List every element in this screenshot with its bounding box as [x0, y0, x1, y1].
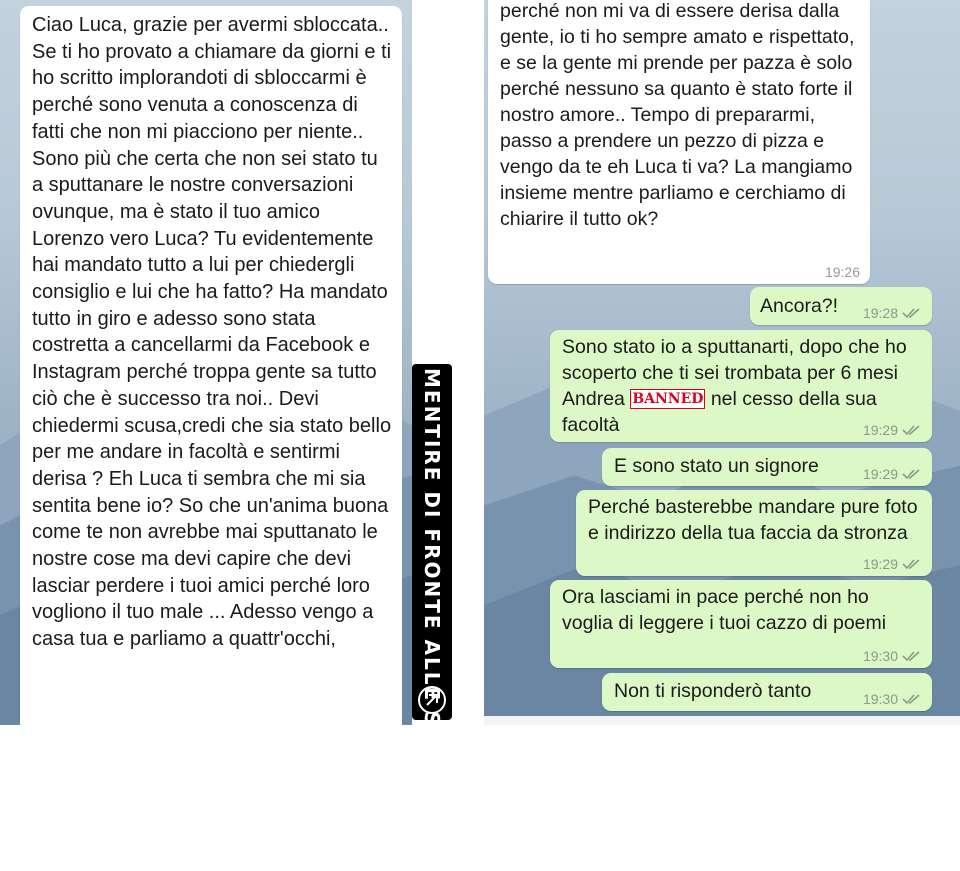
message-meta	[863, 691, 922, 707]
watermark-banner	[412, 364, 452, 871]
watermark-text: MENTIRE DI FRONTE ALLE SPUNTE BLU	[420, 368, 444, 871]
message-text: Ancora?!	[760, 295, 839, 317]
message-meta	[863, 466, 922, 482]
message-text: Ciao Luca, grazie per avermi sbloccata.. Se ti ho provato a chiamare da giorni e ti ho scritto implorandoti di sbloccarmi è perché sono venuta a conoscenza di fatti che non mi piacciono per niente.. Sono più che certa che non sei stato tu a sputtanare le nostre conversazioni ovunque, ma è stato il tuo amico Lorenzo vero Luca? Tu evidentemente hai mandato tutto a lui per chiedergli consiglio e lui che ha fatto? Ha mandato tutto in giro e adesso sono stata costretta a cancellarmi da Facebook e Instagram perché troppa gente sa tutto ciò che è successo tra noi.. Devi chiedermi scusa,credi che sia stato bello per me andare in facoltà e sentirmi derisa ? Eh Luca ti sembra che mi sia sentita bene io? So che un'anima buona come te non avrebbe mai sputtanato le nostre cose ma devi capire che devi lasciar perdere i tuoi amici perché loro vogliono il tuo male ... Adesso vengo a casa tua e parliamo a quattr'occhi,	[32, 14, 392, 651]
message-text-part: Sono stato io a sputtanarti, dopo che ho scoperto che ti sei trombata per 6 mesi Andrea	[562, 336, 907, 410]
message-time: 19:29	[862, 422, 898, 438]
message-meta	[863, 648, 922, 664]
link-icon	[418, 686, 446, 714]
outgoing-message-bubble[interactable]	[550, 580, 932, 668]
double-check-icon	[902, 307, 922, 319]
message-time: 19:28	[862, 305, 898, 321]
message-time: 19:30	[862, 648, 898, 664]
double-check-icon	[902, 693, 922, 705]
message-time: 19:26	[824, 264, 860, 280]
double-check-icon	[902, 558, 922, 570]
message-meta	[863, 305, 922, 321]
double-check-icon	[902, 424, 922, 436]
message-text: E sono stato un signore	[614, 455, 819, 477]
right-chat-panel	[484, 0, 960, 725]
outgoing-message-bubble[interactable]	[602, 673, 932, 711]
message-meta	[825, 264, 860, 280]
message-time: 19:29	[862, 556, 898, 572]
incoming-message-bubble[interactable]	[20, 6, 402, 725]
banned-stamp: BANNED	[632, 391, 704, 407]
message-text: Perché basterebbe mandare pure foto e indirizzo della tua faccia da stronza	[588, 496, 918, 544]
outgoing-message-bubble[interactable]	[576, 490, 932, 576]
incoming-message-bubble[interactable]	[488, 0, 870, 284]
double-check-icon	[902, 650, 922, 662]
double-check-icon	[902, 468, 922, 480]
message-text: Ora lasciami in pace perché non ho voglia di leggere i tuoi cazzo di poemi	[562, 586, 887, 634]
message-time: 19:29	[862, 466, 898, 482]
message-time: 19:30	[862, 691, 898, 707]
message-text: perché non mi va di essere derisa dalla gente, io ti ho sempre amato e rispettato, e se la gente mi prende per pazza è solo perché nessuno sa quanto è stato forte il nostro amore.. Tempo di prepararmi, passo a prendere un pezzo di pizza e vengo da te eh Luca ti va? La mangiamo insieme mentre parliamo e cerchiamo di chiarire il tutto ok?	[500, 0, 855, 230]
message-text: Non ti risponderò tanto	[614, 680, 812, 702]
message-meta	[863, 556, 922, 572]
left-chat-panel	[0, 0, 412, 725]
outgoing-message-bubble[interactable]	[750, 287, 932, 325]
outgoing-message-bubble[interactable]	[550, 330, 932, 442]
message-meta	[863, 422, 922, 438]
message-text-part: nel cesso della sua facoltà	[562, 388, 877, 436]
outgoing-message-bubble[interactable]	[602, 448, 932, 486]
input-bar-edge	[484, 716, 960, 725]
